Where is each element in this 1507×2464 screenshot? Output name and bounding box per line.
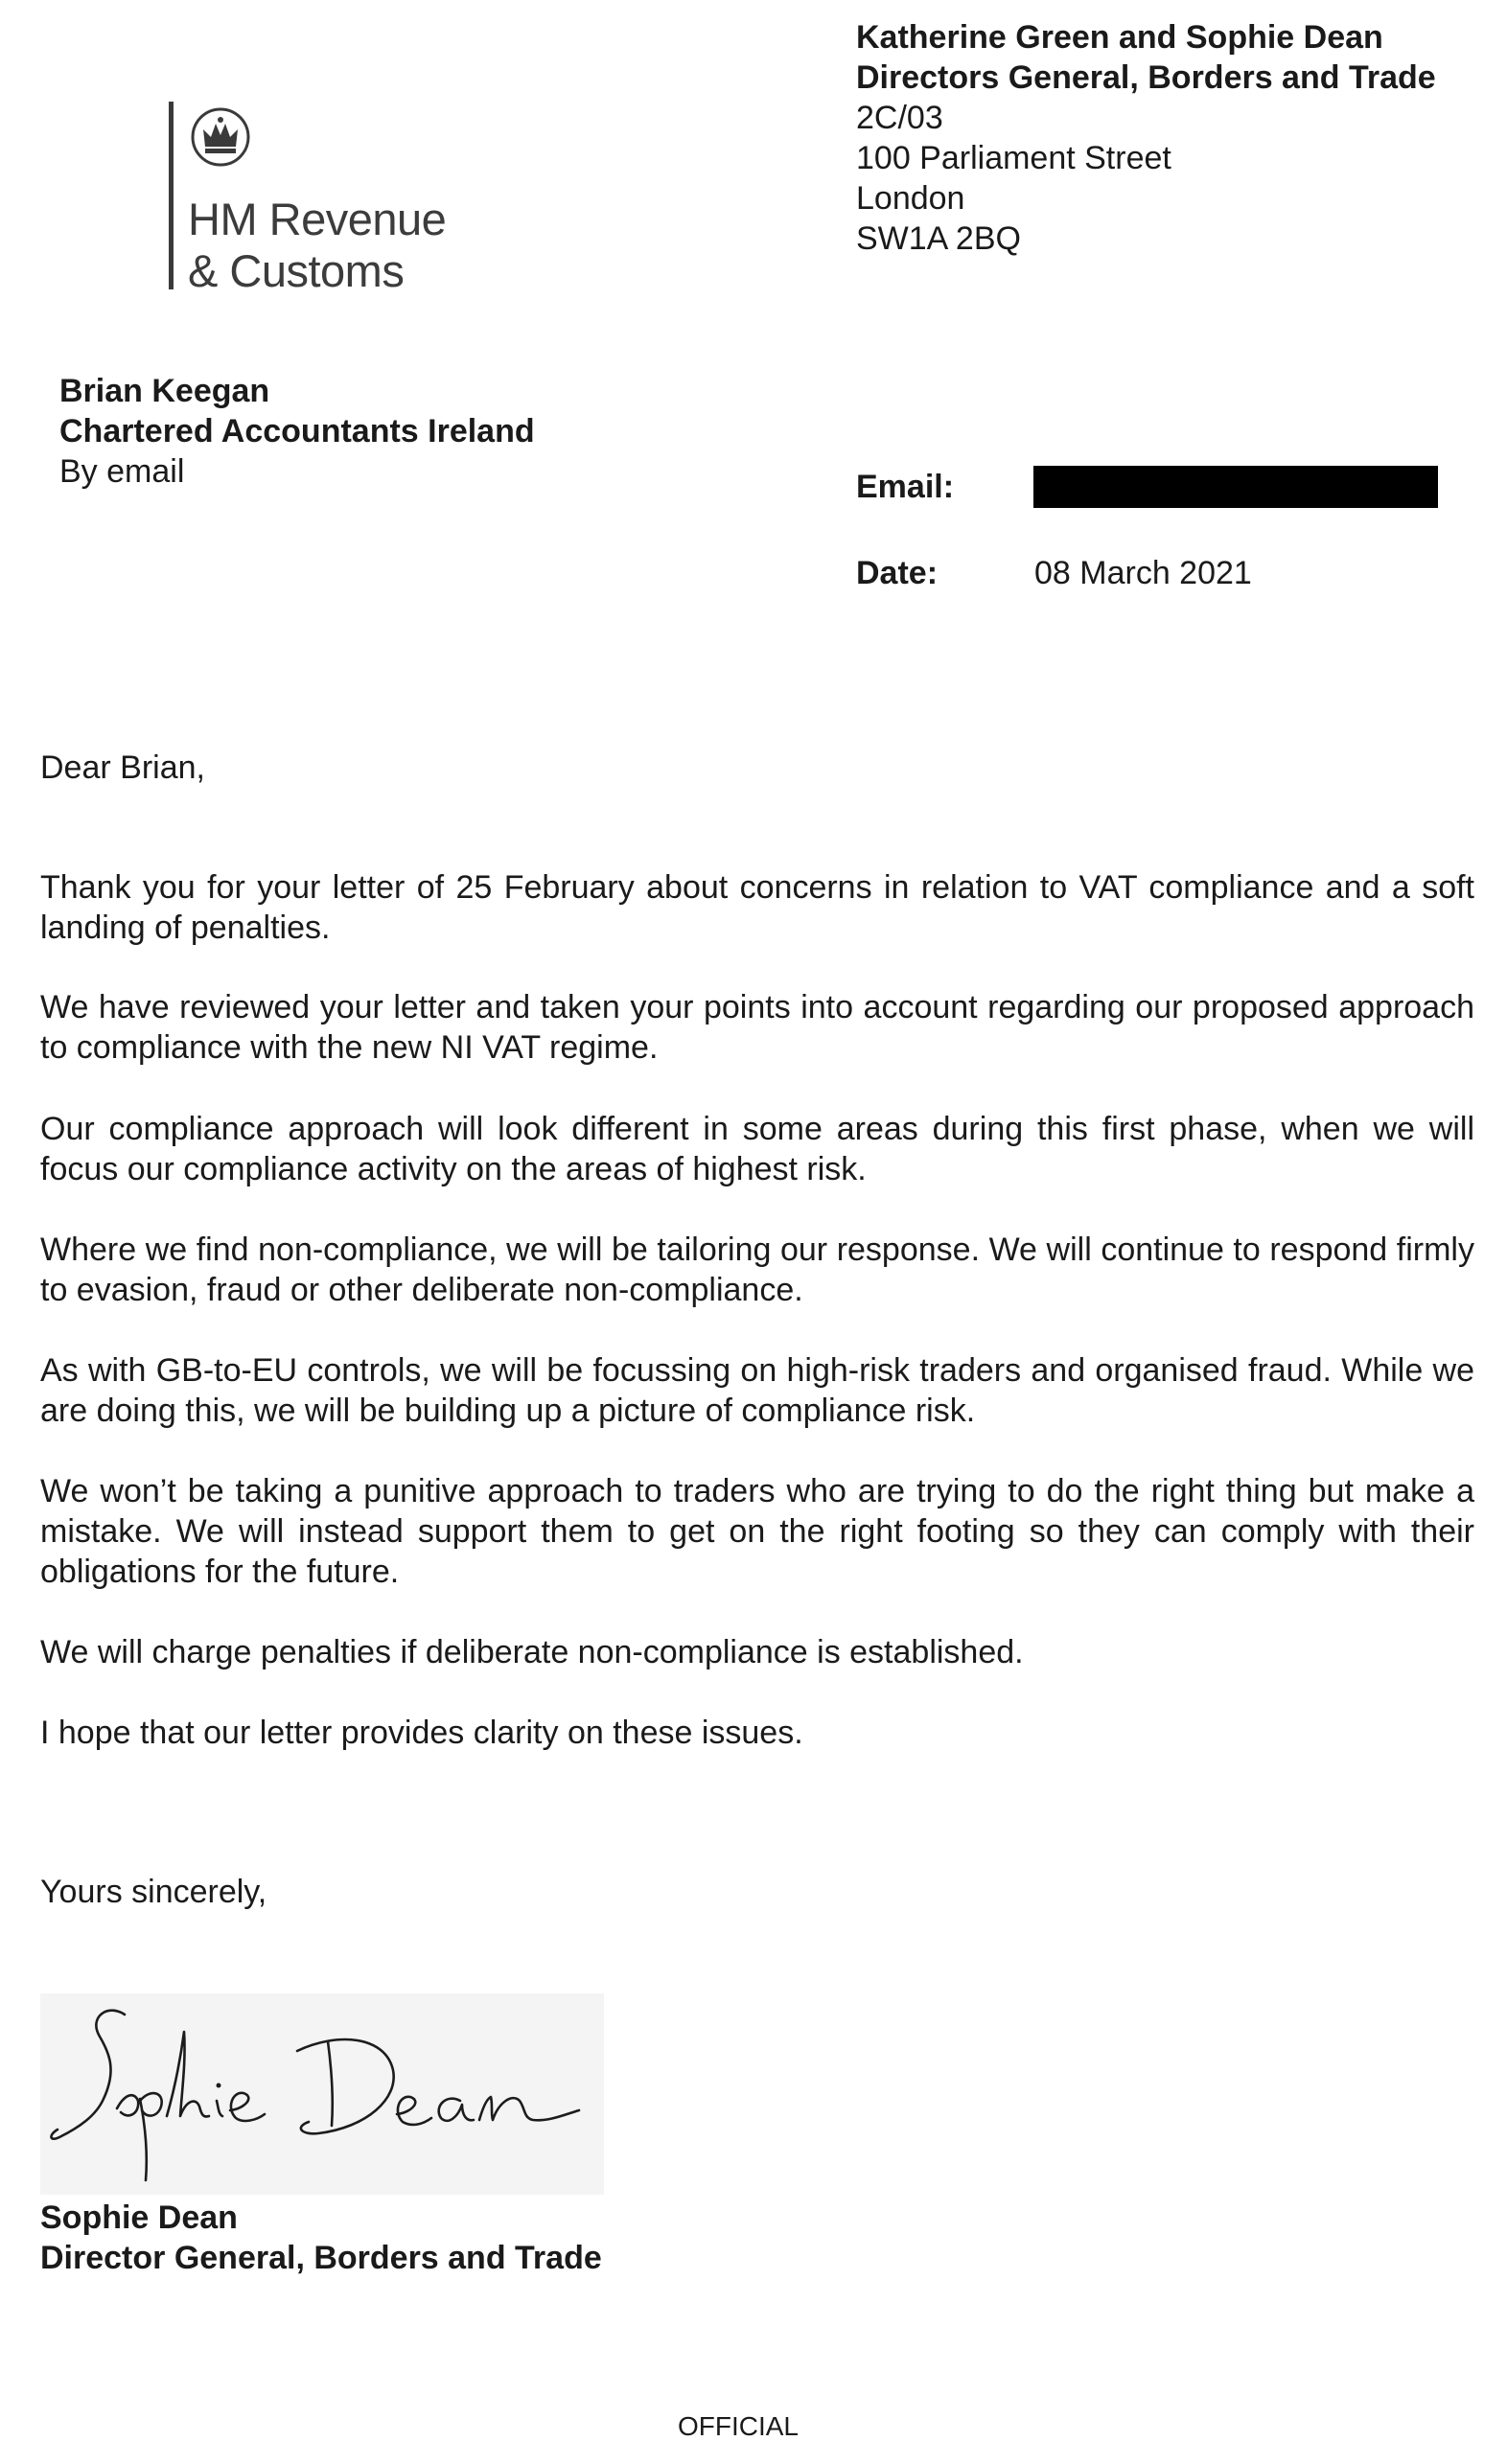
sender-names: Katherine Green and Sophie Dean bbox=[856, 19, 1383, 56]
email-row bbox=[856, 467, 1034, 507]
date-value: 08 March 2021 bbox=[1034, 555, 1252, 591]
hmrc-logo bbox=[165, 102, 510, 298]
paragraph-4: Where we find non-compliance, we will be tailoring our response. We will continue to respond firmly to evasion, fraud or other deliberate non-compliance. bbox=[40, 1232, 1474, 1308]
sender-titles: Directors General, Borders and Trade bbox=[856, 59, 1436, 96]
classification-footer: OFFICIAL bbox=[677, 2411, 799, 2441]
sender-room: 2C/03 bbox=[856, 100, 943, 136]
paragraph-7: We will charge penalties if deliberate non-compliance is established. bbox=[40, 1634, 1024, 1670]
logo-wordmark bbox=[188, 194, 446, 297]
signatory-block bbox=[40, 2198, 602, 2278]
salutation: Dear Brian, bbox=[40, 749, 205, 786]
recipient-address bbox=[59, 371, 535, 492]
recipient-name: Brian Keegan bbox=[59, 373, 270, 409]
paragraph-1: Thank you for your letter of 25 February about concerns in relation to VAT compliance and a soft landing of penalties. bbox=[40, 869, 1474, 946]
logo-divider bbox=[169, 102, 174, 289]
date-row bbox=[856, 553, 1252, 593]
signatory-title: Director General, Borders and Trade bbox=[40, 2240, 602, 2276]
sender-city: London bbox=[856, 180, 965, 217]
signature-image bbox=[40, 1993, 604, 2195]
signatory-name: Sophie Dean bbox=[40, 2199, 238, 2236]
date-label: Date: bbox=[856, 555, 939, 591]
paragraph-8: I hope that our letter provides clarity on these issues. bbox=[40, 1715, 803, 1751]
logo-line-2: & Customs bbox=[188, 245, 405, 296]
closing: Yours sincerely, bbox=[40, 1874, 267, 1910]
paragraph-3: Our compliance approach will look different in some areas during this first phase, when we will focus our compliance activity on the areas of highest risk. bbox=[40, 1111, 1474, 1187]
email-label: Email: bbox=[856, 469, 955, 505]
sender-postcode: SW1A 2BQ bbox=[856, 220, 1021, 257]
crown-icon bbox=[190, 106, 251, 168]
paragraph-6: We won’t be taking a punitive approach to traders who are trying to do the right thing but make a mistake. We will instead support them to get on the right footing so they can comply with their obligations for the future. bbox=[40, 1473, 1474, 1590]
paragraph-5: As with GB-to-EU controls, we will be focussing on high-risk traders and organised fraud. While we are doing this, we will be building up a picture of compliance risk. bbox=[40, 1352, 1474, 1429]
sender-street: 100 Parliament Street bbox=[856, 140, 1171, 176]
sender-address bbox=[856, 17, 1436, 259]
recipient-delivery: By email bbox=[59, 453, 185, 490]
paragraph-2: We have reviewed your letter and taken your points into account regarding our proposed approach to compliance with the new NI VAT regime. bbox=[40, 989, 1474, 1066]
logo-line-1: HM Revenue bbox=[188, 194, 447, 244]
email-redaction bbox=[1033, 466, 1438, 508]
recipient-organisation: Chartered Accountants Ireland bbox=[59, 413, 535, 449]
